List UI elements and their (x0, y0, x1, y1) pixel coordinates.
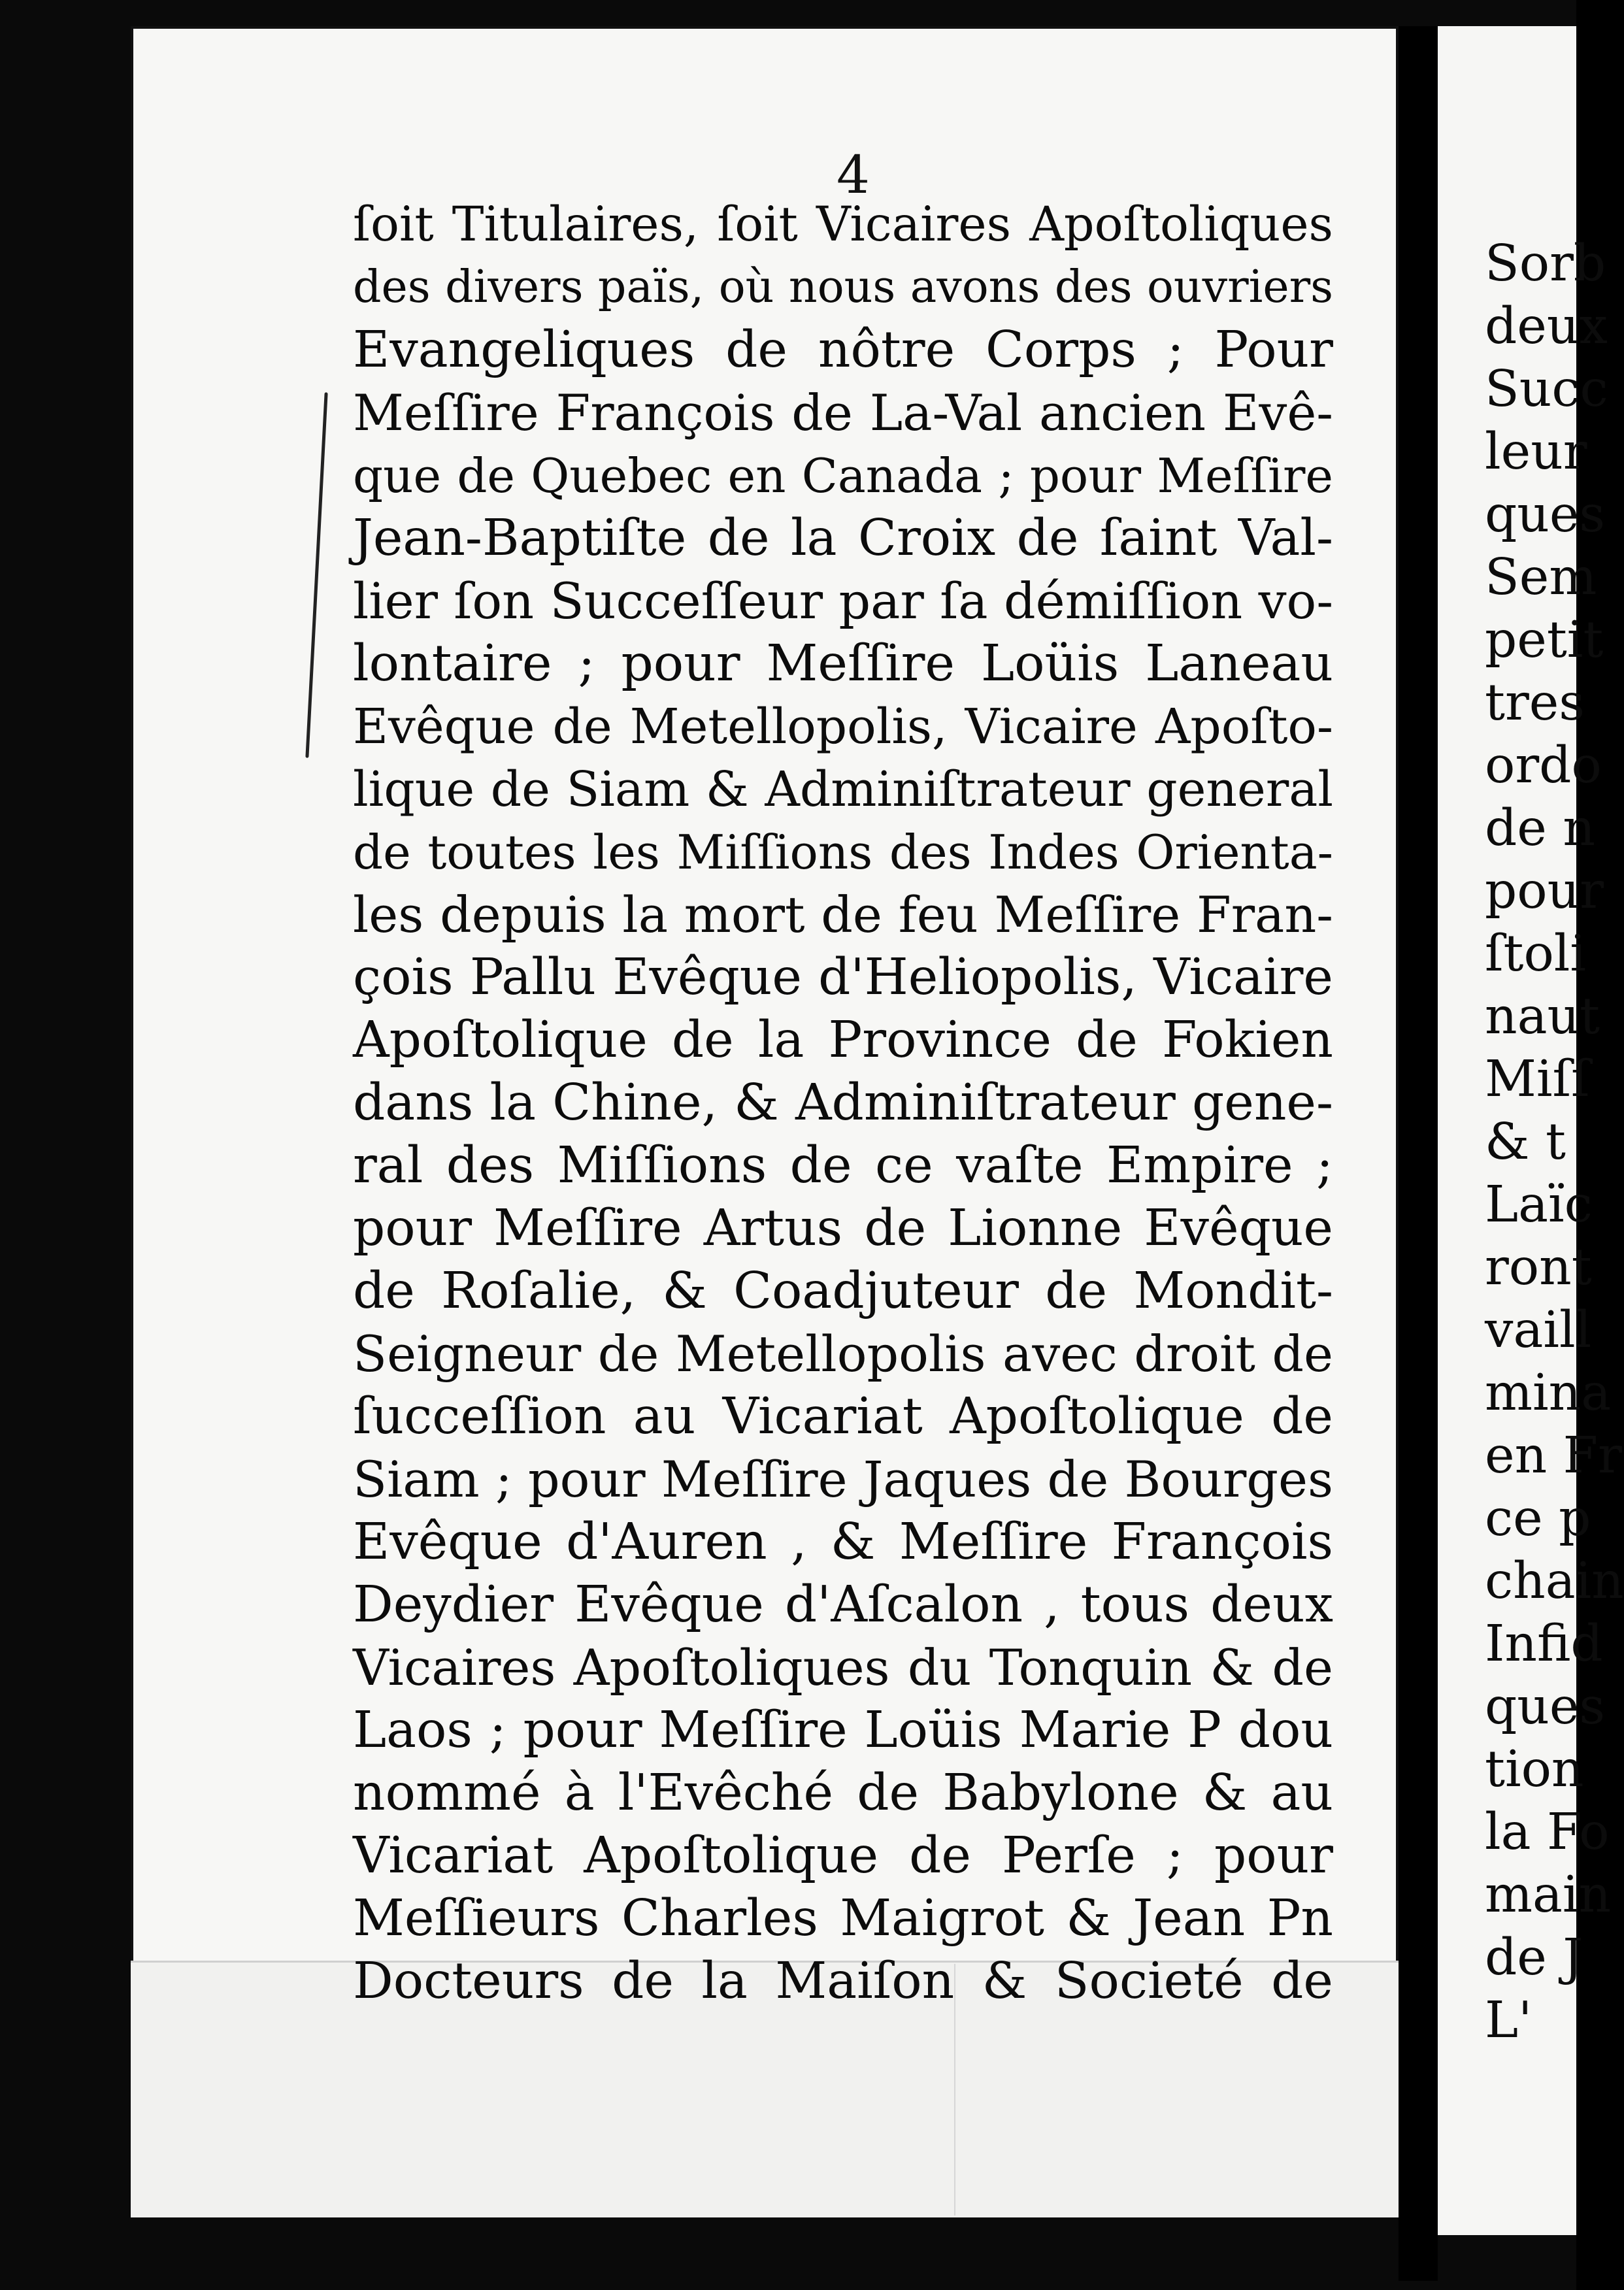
text-line: ral des Miſſions de ce vaſte Empire ; (353, 1137, 1333, 1195)
book-gutter (1399, 26, 1438, 2281)
facing-text-line: en Fr (1485, 1427, 1622, 1485)
facing-text-line: Sorb (1485, 235, 1606, 293)
facing-text-line: Miſſ (1485, 1050, 1590, 1108)
page-text-block (353, 193, 1333, 2013)
text-line: Siam ; pour Meſſire Jaques de Bourges (353, 1450, 1333, 1508)
facing-text-line: ordo (1485, 737, 1602, 795)
facing-text-line: de n (1485, 799, 1595, 857)
facing-text-line: tion (1485, 1740, 1584, 1799)
text-line: des divers païs, où nous avons des ouvriers (353, 261, 1333, 313)
text-line: Vicaires Apoſtoliques du Tonquin & de (353, 1638, 1333, 1697)
facing-text-line: deux (1485, 297, 1608, 356)
facing-text-line: ront (1485, 1238, 1592, 1297)
facing-text-line: pour (1485, 862, 1604, 920)
text-line: les depuis la mort de feu Meſſire Fran- (353, 886, 1333, 944)
facing-text-line: L' (1485, 1991, 1533, 2049)
facing-text-line: naut (1485, 987, 1600, 1046)
text-line: Jean-Baptiſte de la Croix de ſaint Val- (353, 509, 1333, 567)
facing-text-line: de J (1485, 1929, 1583, 1987)
page-number: 4 (837, 144, 870, 205)
text-line: de toutes les Miſſions des Indes Orienta- (353, 825, 1333, 880)
text-line: Evêque de Metellopolis, Vicaire Apoſto- (353, 699, 1333, 755)
text-line: de Roſalie, & Coadjuteur de Mondit- (353, 1262, 1333, 1320)
facing-text-line: mina (1485, 1364, 1612, 1422)
text-line: Evangeliques de nôtre Corps ; Pour (353, 321, 1333, 379)
text-line: Meſſieurs Charles Maigrot & Jean Pn (353, 1889, 1333, 1948)
text-line: Meſſire François de La-Val ancien Evê- (353, 384, 1333, 442)
text-line: Vicariat Apoſtolique de Perſe ; pour (353, 1827, 1333, 1885)
text-line: que de Quebec en Canada ; pour Meſſire (353, 448, 1333, 503)
text-line: Laos ; pour Meſſire Loüis Marie P dou (353, 1701, 1333, 1759)
facing-text-line: Succ (1485, 360, 1608, 418)
facing-page (1438, 26, 1624, 2235)
facing-page-text (1485, 233, 1624, 2052)
text-line: lique de Siam & Adminiſtrateur general (353, 761, 1333, 818)
text-line: Evêque d'Auren , & Meſſire François (353, 1513, 1333, 1571)
facing-text-line: ſtoli (1485, 925, 1587, 983)
facing-text-line: chain (1485, 1552, 1624, 1610)
text-line: dans la Chine, & Adminiſtrateur gene- (353, 1074, 1333, 1132)
text-line: Deydier Evêque d'Aſcalon , tous deux (353, 1576, 1333, 1634)
text-line: Apoſtolique de la Province de Fokien (353, 1011, 1333, 1069)
facing-text-line: ce p (1485, 1489, 1591, 1548)
facing-text-line: Infid (1485, 1615, 1603, 1673)
facing-text-line: & t (1485, 1113, 1566, 1171)
facing-text-line: petit (1485, 611, 1604, 669)
facing-text-line: Laïc (1485, 1176, 1593, 1234)
text-line: nommé à l'Evêché de Babylone & au (353, 1764, 1333, 1822)
facing-text-line: Sem (1485, 548, 1597, 606)
text-line: Docteurs de la Maiſon & Societé de (353, 1952, 1333, 2010)
facing-text-line: ques (1485, 486, 1605, 544)
text-line: Seigneur de Metellopolis avec droit de (353, 1325, 1333, 1383)
text-line: ſoit Titulaires, ſoit Vicaires Apoſtoliques (353, 197, 1333, 252)
facing-text-line: main (1485, 1866, 1612, 1924)
facing-text-line: leur (1485, 423, 1587, 481)
facing-text-line: tres (1485, 674, 1585, 732)
facing-text-line: ques (1485, 1678, 1605, 1736)
facing-text-line: la Fo (1485, 1803, 1610, 1861)
facing-text-line: vaill (1485, 1301, 1592, 1359)
text-line: pour Meſſire Artus de Lionne Evêque (353, 1199, 1333, 1257)
text-line: çois Pallu Evêque d'Heliopolis, Vicaire (353, 948, 1333, 1006)
text-line: ſucceſſion au Vicariat Apoſtolique de (353, 1387, 1333, 1446)
text-line: lontaire ; pour Meſſire Loüis Laneau (353, 635, 1333, 693)
text-line: lier ſon Succeſſeur par ſa démiſſion vo- (353, 572, 1333, 630)
